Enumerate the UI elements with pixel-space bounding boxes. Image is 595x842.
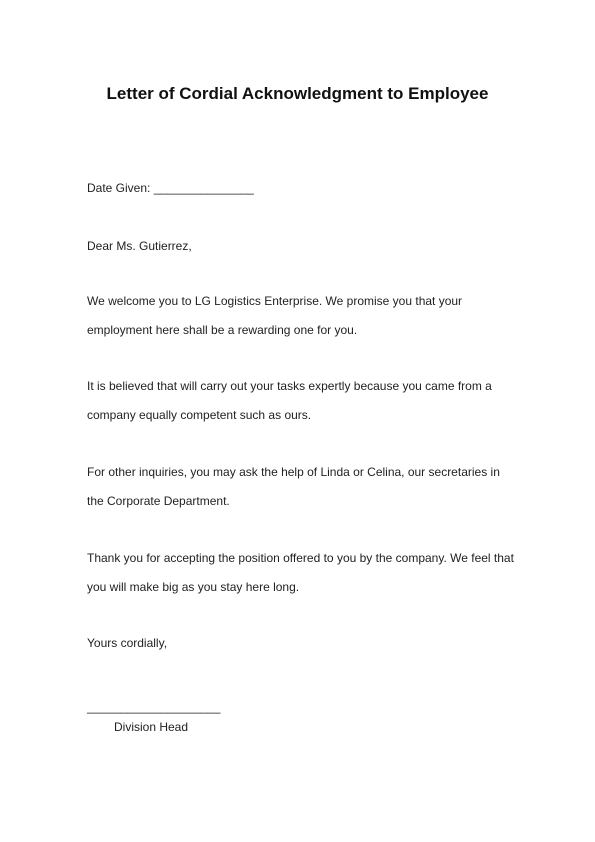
paragraph-1-line-2: employment here shall be a rewarding one for you.	[87, 323, 358, 337]
paragraph-2-line-1: It is believed that will carry out your tasks expertly because you came from a	[87, 379, 492, 393]
paragraph-3-line-2: the Corporate Department.	[87, 494, 230, 508]
paragraph-3-line-1: For other inquiries, you may ask the help of Linda or Celina, our secretaries in	[87, 465, 500, 479]
paragraph-1-line-1: We welcome you to LG Logistics Enterprise. We promise you that your	[87, 294, 463, 308]
signatory-title: Division Head	[114, 720, 189, 734]
signature-line: ____________________	[87, 700, 221, 714]
paragraph-4-line-1: Thank you for accepting the position offered to you by the company. We feel that	[87, 551, 514, 565]
paragraph-2-line-2: company equally competent such as ours.	[87, 408, 312, 422]
closing: Yours cordially,	[87, 636, 168, 650]
salutation: Dear Ms. Gutierrez,	[87, 239, 192, 253]
date-given-line: Date Given: _______________	[87, 181, 254, 195]
letter-title: Letter of Cordial Acknowledgment to Employee	[106, 84, 489, 103]
paragraph-4-line-2: you will make big as you stay here long.	[87, 580, 300, 594]
